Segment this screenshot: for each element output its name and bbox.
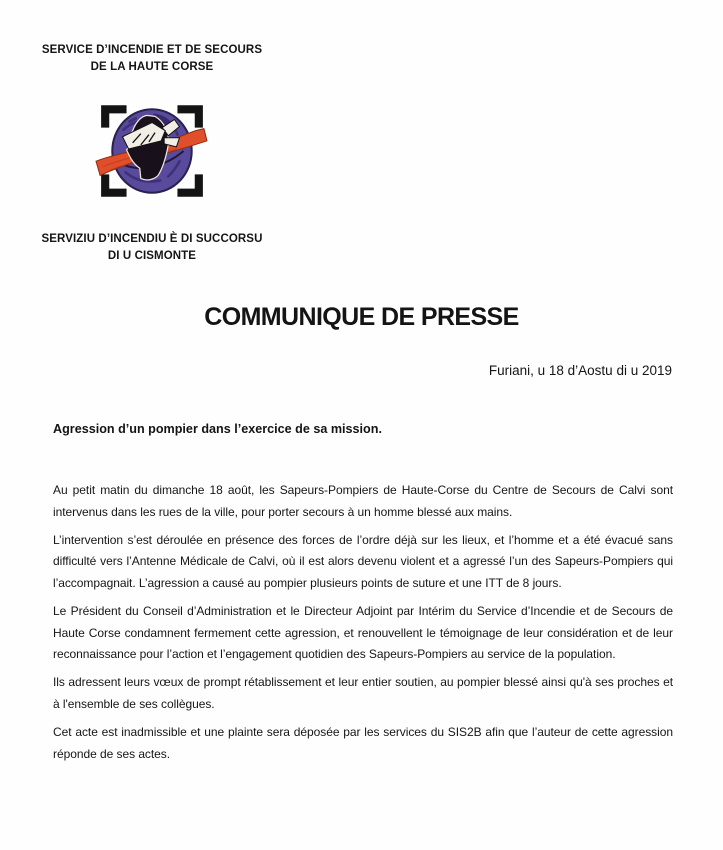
org-name-french-line1: SERVICE D’INCENDIE ET DE SECOURS <box>41 44 263 56</box>
subject-heading: Agression d’un pompier dans l’exercice de sa mission. <box>53 422 382 436</box>
body-paragraph-4: Ils adressent leurs vœux de prompt rétablissement et leur entier soutien, au pompier blessé ainsi qu'à ses proches et à l'ensemble de ses collègues. <box>53 675 673 711</box>
org-name-corsican-line1: SERVIZIU D’INCENDIU È DI SUCCORSU <box>41 233 263 245</box>
org-name-french <box>28 42 276 76</box>
org-name-corsican-line2: DI U CISMONTE <box>107 250 197 262</box>
press-release-body <box>53 480 673 772</box>
body-paragraph-3: Le Président du Conseil d’Administration et le Directeur Adjoint par Intérim du Service d’Incendie et de Secours de Haute Corse condamnent fermement cette agression, et renouvellent le témoignage de leur considération et de leur reconnaissance pour l’action et l’engagement quotidien des Sapeurs-Pompiers au service de la population. <box>53 603 673 662</box>
org-name-corsican <box>28 231 276 265</box>
body-paragraph-2: L’intervention s’est déroulée en présence des forces de l’ordre déjà sur les lieux, et l’homme et a été évacué sans difficulté vers l’Antenne Médicale de Calvi, où il est alors devenu violent et a agressé l’un des Sapeurs-Pompiers qui l’accompagnait. L’agression a causé au pompier plusieurs points de suture et une ITT de 8 jours. <box>53 532 673 590</box>
body-paragraph-5: Cet acte est inadmissible et une plainte sera déposée par les services du SIS2B afin que l’auteur de cette agression réponde de ses actes. <box>53 724 673 761</box>
org-name-french-line2: DE LA HAUTE CORSE <box>90 61 214 73</box>
fire-service-logo-icon <box>95 99 209 203</box>
body-paragraph-1: Au petit matin du dimanche 18 août, les Sapeurs-Pompiers de Haute-Corse du Centre de Secours de Calvi sont intervenus dans les rues de la ville, pour porter secours à un homme blessé aux mains. <box>53 483 673 519</box>
press-release-title: COMMUNIQUE DE PRESSE <box>204 303 519 331</box>
sis2b-logo <box>95 99 209 203</box>
dateline: Furiani, u 18 d’Aostu di u 2019 <box>488 363 672 378</box>
